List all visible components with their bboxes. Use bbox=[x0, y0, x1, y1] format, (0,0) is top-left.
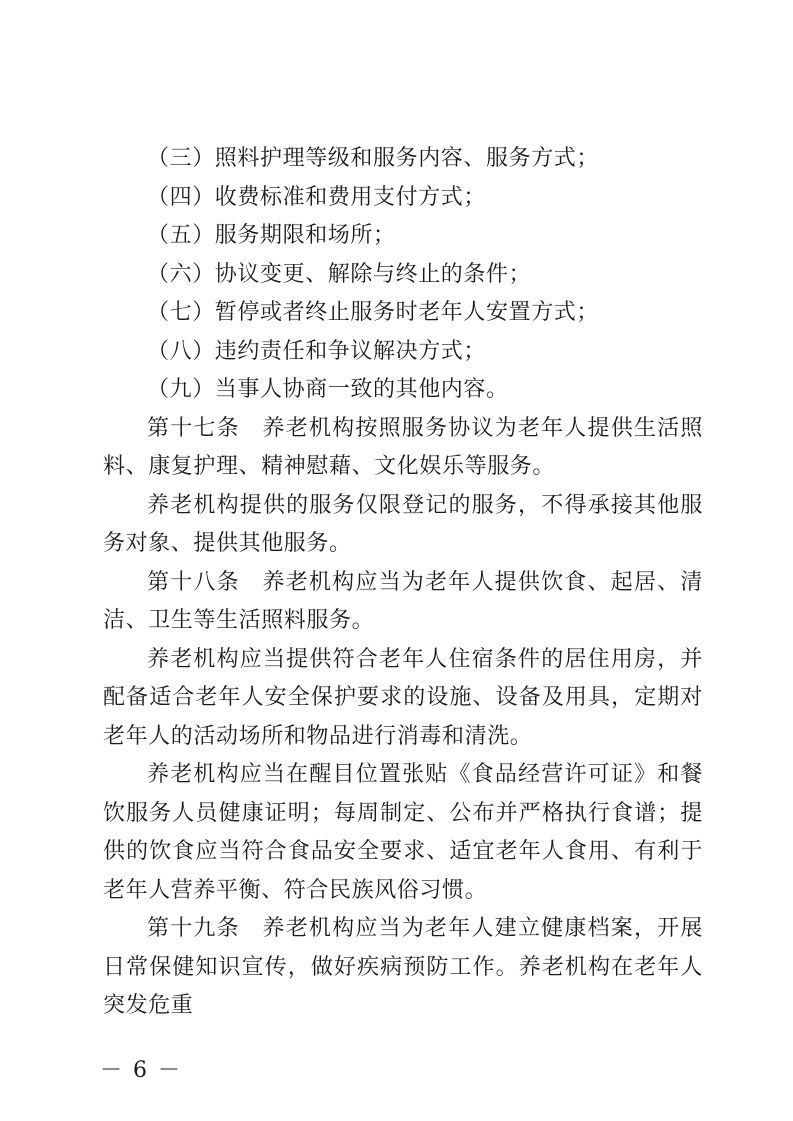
document-body bbox=[103, 140, 703, 1026]
article-19-text: 养老机构应当为老年人建立健康档案，开展日常保健知识宣传，做好疾病预防工作。养老机构在老年人突发危重 bbox=[103, 916, 703, 1018]
page-number: － 6 － bbox=[100, 1058, 182, 1083]
article-18-paragraph-2: 养老机构应当提供符合老年人住宿条件的居住用房，并配备适合老年人安全保护要求的设施、设备及用具，定期对老年人的活动场所和物品进行消毒和清洗。 bbox=[103, 646, 703, 749]
list-item-7: （七）暂停或者终止服务时老年人安置方式； bbox=[147, 300, 600, 325]
article-18 bbox=[103, 564, 703, 641]
article-17-paragraph-2: 养老机构提供的服务仅限登记的服务，不得承接其他服务对象、提供其他服务。 bbox=[103, 492, 703, 556]
article-17-heading: 第十七条 bbox=[147, 415, 240, 441]
list-item-4: （四）收费标准和费用支付方式； bbox=[147, 184, 487, 210]
article-18-heading: 第十八条 bbox=[147, 569, 240, 595]
list-item-3: （三）照料护理等级和服务内容、服务方式； bbox=[147, 146, 600, 171]
list-item-5: （五）服务期限和场所； bbox=[147, 223, 396, 248]
article-19-heading: 第十九条 bbox=[147, 916, 240, 941]
list-item-9: （九）当事人协商一致的其他内容。 bbox=[147, 377, 509, 402]
article-17-text: 养老机构按照服务协议为老年人提供生活照料、康复护理、精神慰藉、文化娱乐等服务。 bbox=[103, 415, 703, 479]
article-19 bbox=[103, 910, 703, 1026]
article-18-text: 养老机构应当为老年人提供饮食、起居、清洁、卫生等生活照料服务。 bbox=[103, 569, 703, 633]
article-17 bbox=[103, 410, 703, 487]
article-18-paragraph-3: 养老机构应当在醒目位置张贴《食品经营许可证》和餐饮服务人员健康证明；每周制定、公布并严格执行食谱；提供的饮食应当符合食品安全要求、适宜老年人食用、有利于老年人营养平衡、符合民族风俗习惯。 bbox=[103, 762, 703, 903]
list-item-6: （六）协议变更、解除与终止的条件； bbox=[147, 261, 532, 287]
list-item-8: （八）违约责任和争议解决方式； bbox=[147, 338, 487, 364]
